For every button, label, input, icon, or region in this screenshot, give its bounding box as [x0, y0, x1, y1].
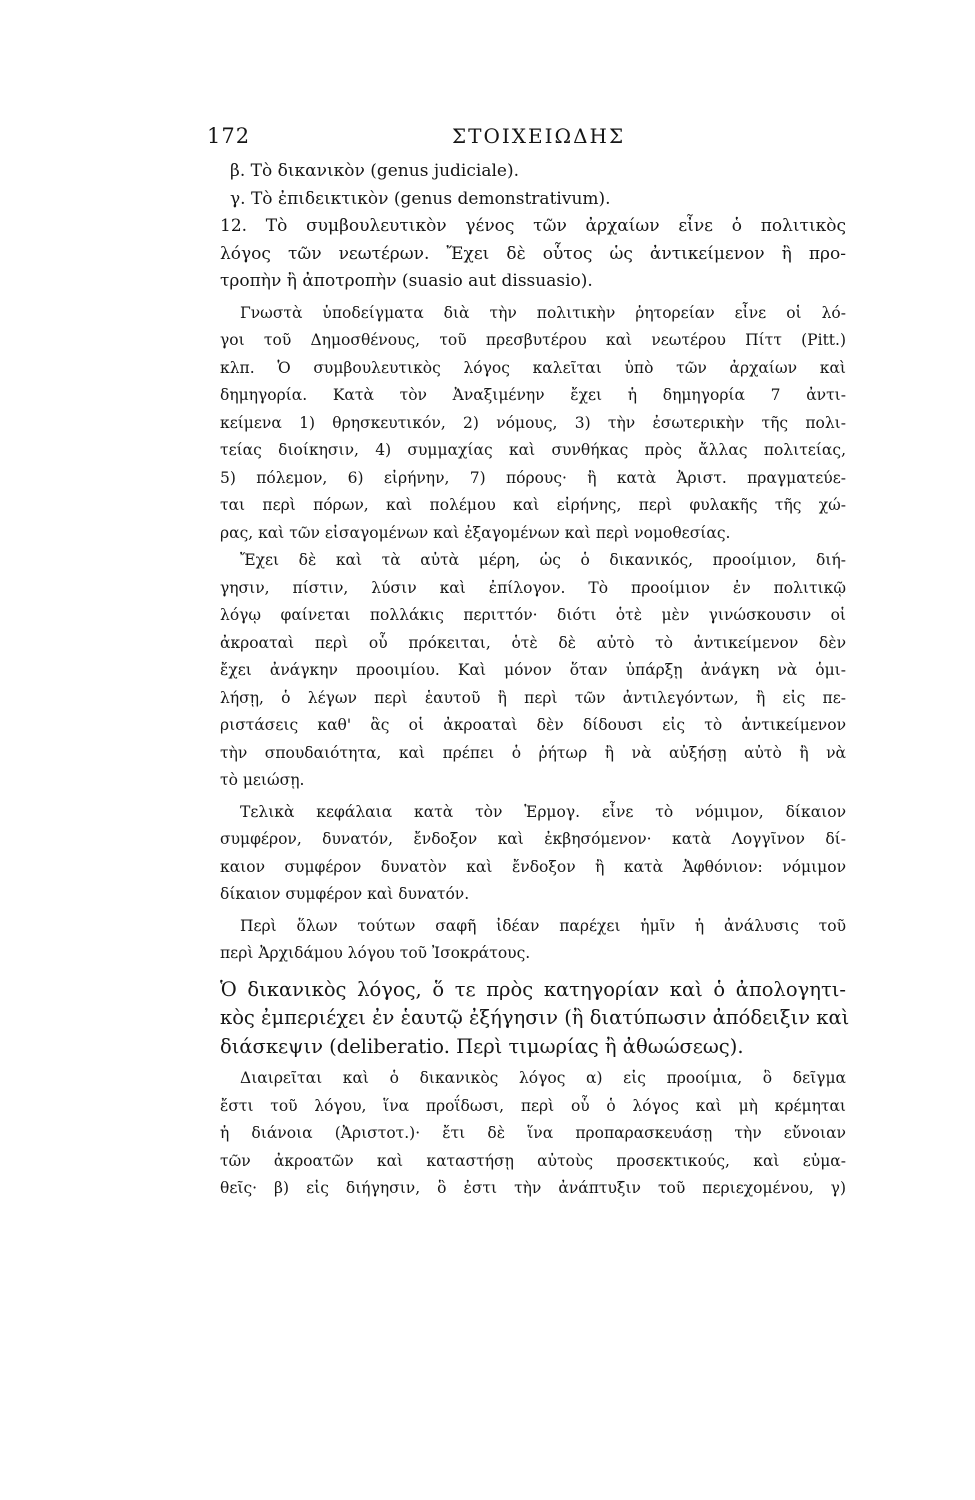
text-line: Περὶ ὅλων τούτων σαφῆ ἰδέαν παρέχει ἡμῖν ἡ ἀνάλυσις τοῦ — [240, 916, 846, 935]
running-title: ΣΤΟΙΧΕΙΩΔΗΣ — [452, 124, 626, 148]
text-line: ρας, καὶ τῶν εἰσαγομένων καὶ ἐξαγομένων καὶ περὶ νομοθεσίας. — [220, 523, 731, 542]
text-line: Γνωστὰ ὑποδείγματα διὰ τὴν πολιτικὴν ῥητορείαν εἶνε οἱ λό- — [240, 303, 846, 322]
text-line: λόγῳ φαίνεται πολλάκις περιττόν· διότι ὁτὲ μὲν γινώσκουσιν οἱ — [220, 606, 846, 624]
text-line: Ἔχει δὲ καὶ τὰ αὐτὰ μέρη, ὡς ὁ δικανικός, προοίμιον, διή- — [240, 551, 846, 569]
text-line: δημηγορία. Κατὰ τὸν Ἀναξιμένην ἔχει ἡ δημηγορία 7 ἀντι- — [220, 386, 846, 404]
text-line: ἔχει ἀνάγκην προοιμίου. Καὶ μόνον ὅταν ὑπάρξῃ ἀνάγκη νὰ ὁμι- — [220, 661, 846, 679]
page-number: 172 — [207, 124, 251, 148]
text-line: γ. Τὸ ἐπιδεικτικὸν (genus demonstrativum). — [230, 188, 611, 209]
text-line: δίκαιον συμφέρον καὶ δυνατόν. — [220, 885, 470, 903]
text-line: λήσῃ, ὁ λέγων περὶ ἑαυτοῦ ἢ περὶ τῶν ἀντιλεγόντων, ἢ εἰς πε- — [220, 688, 846, 707]
text-line: λόγος τῶν νεωτέρων. Ἔχει δὲ οὗτος ὡς ἀντικείμενον ἢ προ- — [220, 243, 846, 264]
text-line: γοι τοῦ Δημοσθένους, τοῦ πρεσβυτέρου καὶ νεωτέρου Πίττ (Pitt.) — [220, 331, 846, 349]
text-line: Ὁ δικανικὸς λόγος, ὅ τε πρὸς κατηγορίαν καὶ ὁ ἀπολογητι- — [220, 977, 846, 1001]
text-line: κὸς ἐμπεριέχει ἐν ἑαυτῷ ἐξήγησιν (ἢ διατύπωσιν ἀπόδειξιν καὶ — [220, 1006, 850, 1029]
text-line: β. Τὸ δικανικὸν (genus judiciale). — [230, 161, 519, 181]
text-line: τὸ μειώσῃ. — [220, 771, 305, 789]
page-header — [0, 124, 975, 158]
text-line: τὴν σπουδαιότητα, καὶ πρέπει ὁ ῥήτωρ ἢ νὰ αὐξήσῃ αὐτὸ ἢ νὰ — [220, 743, 846, 762]
text-line: τῶν ἀκροατῶν καὶ καταστήσῃ αὐτοὺς προσεκτικούς, καὶ εὐμα- — [220, 1151, 846, 1170]
text-line: κλπ. Ὁ συμβουλευτικὸς λόγος καλεῖται ὑπὸ τῶν ἀρχαίων καὶ — [220, 358, 846, 377]
text-line: Διαιρεῖται καὶ ὁ δικανικὸς λόγος α) εἰς προοίμια, ὃ δεῖγμα — [240, 1069, 846, 1087]
text-line: ἔστι τοῦ λόγου, ἵνα προΐδωσι, περὶ οὗ ὁ λόγος καὶ μὴ κρέμηται — [220, 1096, 846, 1115]
text-line: συμφέρον, δυνατόν, ἔνδοξον καὶ ἐκβησόμενον· κατὰ Λογγῖνον δί- — [220, 830, 846, 848]
text-line: κείμενα 1) θρησκευτικόν, 2) νόμους, 3) τὴν ἐσωτερικὴν τῆς πολι- — [220, 413, 846, 432]
text-line: ἀκροαταὶ περὶ οὗ πρόκειται, ὁτὲ δὲ αὐτὸ τὸ ἀντικείμενον δὲν — [220, 633, 846, 652]
text-line: ἡ διάνοια (Ἀριστοτ.)· ἔτι δὲ ἵνα προπαρασκευάσῃ τὴν εὔνοιαν — [220, 1124, 846, 1142]
text-line: διάσκεψιν (deliberatio. Περὶ τιμωρίας ἢ ἀθωώσεως). — [220, 1034, 744, 1058]
text-line: ριστάσεις καθ' ἃς οἱ ἀκροαταὶ δὲν δίδουσι εἰς τὸ ἀντικείμενον — [220, 716, 846, 734]
text-line: θεῖς· β) εἰς διήγησιν, ὃ ἐστι τὴν ἀνάπτυξιν τοῦ περιεχομένου, γ) — [220, 1179, 846, 1197]
text-line: ται περὶ πόρων, καὶ πολέμου καὶ εἰρήνης, περὶ φυλακῆς τῆς χώ- — [220, 496, 846, 514]
body-text — [220, 158, 850, 1203]
text-line: τροπὴν ἢ ἀποτροπὴν (suasio aut dissuasio). — [220, 271, 593, 291]
text-line: 12. Τὸ συμβουλευτικὸν γένος τῶν ἀρχαίων εἶνε ὁ πολιτικὸς — [220, 216, 846, 236]
text-line: περὶ Ἀρχιδάμου λόγου τοῦ Ἰσοκράτους. — [220, 944, 531, 962]
text-line: 5) πόλεμον, 6) εἰρήνην, 7) πόρους· ἢ κατὰ Ἀριστ. πραγματεύε- — [220, 468, 846, 487]
text-line: γησιν, πίστιν, λύσιν καὶ ἐπίλογον. Τὸ προοίμιον ἐν πολιτικῷ — [220, 578, 846, 597]
text-line: Τελικὰ κεφάλαια κατὰ τὸν Ἑρμογ. εἶνε τὸ νόμιμον, δίκαιον — [240, 802, 846, 821]
text-line: τείας διοίκησιν, 4) συμμαχίας καὶ συνθήκας πρὸς ἄλλας πολιτείας, — [220, 441, 846, 459]
text-line: καιον συμφέρον δυνατὸν καὶ ἔνδοξον ἢ κατὰ Ἀφθόνιον: νόμιμον — [220, 857, 846, 876]
